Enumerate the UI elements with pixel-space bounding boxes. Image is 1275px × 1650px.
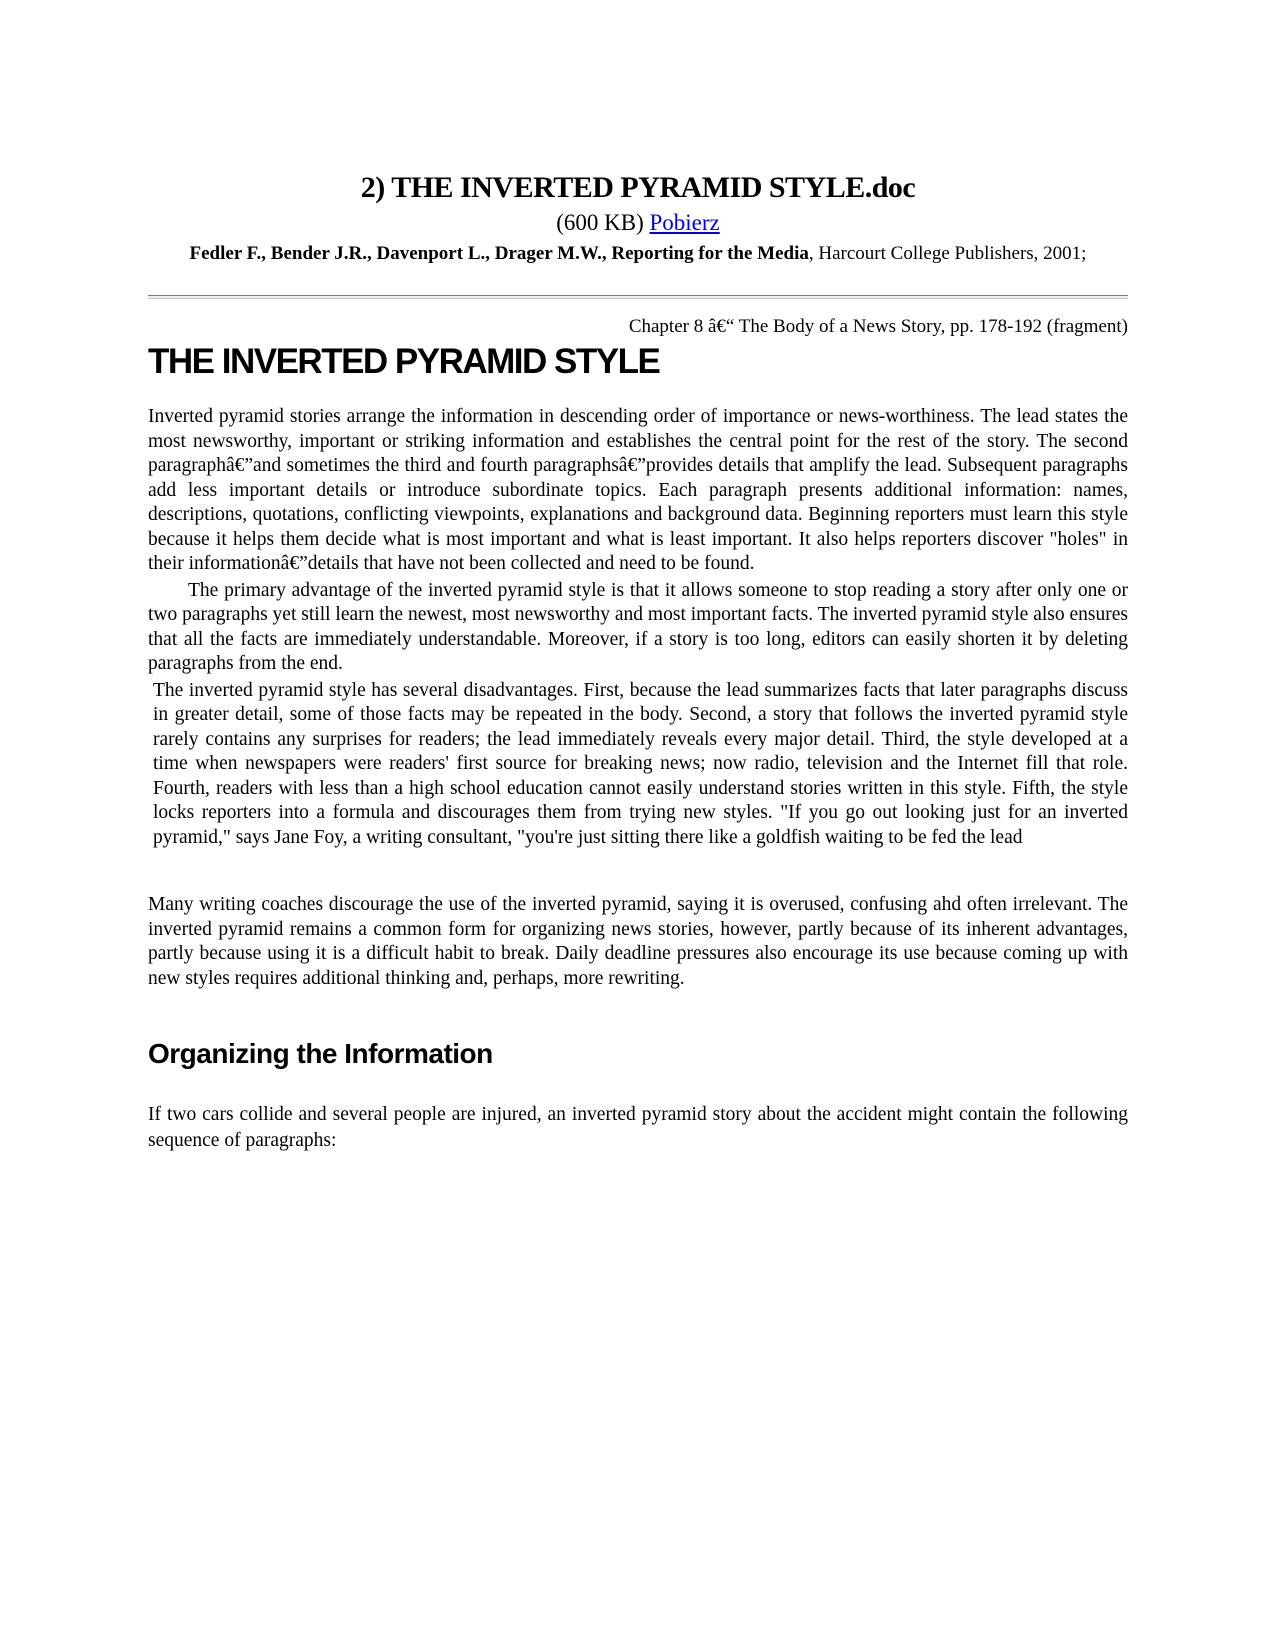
horizontal-divider <box>148 295 1128 299</box>
download-link[interactable]: Pobierz <box>649 210 720 235</box>
body-paragraph-2: The primary advantage of the inverted pyramid style is that it allows someone to stop reading a story after only one or two paragraphs yet still learn the newest, most newsworthy and most important facts. The inverted pyramid style also ensures that all the facts are immediately understandable. Moreover, if a story is too long, editors can easily shorten it by deleting paragraphs from the end. <box>148 579 1128 674</box>
section-heading: Organizing the Information <box>148 1038 493 1069</box>
page-title: THE INVERTED PYRAMID STYLE <box>148 342 660 381</box>
section-intro-paragraph: If two cars collide and several people are injured, an inverted pyramid story about the accident might contain the following sequence of paragraphs: <box>148 1104 1128 1151</box>
file-header <box>148 0 1128 266</box>
body-paragraph-4: Many writing coaches discourage the use of the inverted pyramid, saying it is overused, confusing ahd often irrelevant. The inverted pyramid remains a common form for organizing news stories, however, partly because of its inherent advantages, partly because using it is a difficult habit to break. Daily deadline pressures also encourage its use because coming up with new styles requires additional thinking and, perhaps, more rewriting. <box>148 894 1128 989</box>
body-paragraph-1: Inverted pyramid stories arrange the information in descending order of importance or news-worthiness. The lead states the most newsworthy, important or striking information and establishes the central point for the rest of the story. The second paragraphâ€”and sometimes the third and fourth paragraphsâ€”provides details that amplify the lead. Subsequent paragraphs add less important details or introduce subordinate topics. Each paragraph presents additional information: names, descriptions, quotations, conflicting viewpoints, explanations and background data. Beginning reporters must learn this style because it helps them decide what is most important and what is least important. It also helps reporters discover "holes" in their informationâ€”details that have not been collected and need to be found. <box>148 406 1128 574</box>
document-page <box>148 0 1128 1154</box>
chapter-reference: Chapter 8 â€“ The Body of a News Story, pp. 178-192 (fragment) <box>628 316 1128 337</box>
file-size-label: (600 KB) <box>556 210 650 235</box>
article-body <box>148 405 1128 991</box>
citation-authors: Fedler F., Bender J.R., Davenport L., Drager M.W., Reporting for the Media <box>189 243 809 264</box>
citation-publisher: , Harcourt College Publishers, 2001; <box>808 243 1087 264</box>
body-paragraph-3: The inverted pyramid style has several disadvantages. First, because the lead summarizes facts that later paragraphs discuss in greater detail, some of those facts may be repeated in the body. Second, a story that follows the inverted pyramid style rarely contains any surprises for readers; the lead immediately reveals every major detail. Third, the style developed at a time when newspapers were readers' first source for breaking news; now radio, television and the Internet fill that role. Fourth, readers with less than a high school education cannot easily understand stories written in this style. Fifth, the style locks reporters into a formula and discourages them from trying new styles. "If you go out looking just for an inverted pyramid," says Jane Foy, a writing consultant, "you're just sitting there like a goldfish waiting to be fed the lead <box>153 679 1128 848</box>
file-title: 2) THE INVERTED PYRAMID STYLE.doc <box>360 171 916 204</box>
citation-line <box>148 241 1128 266</box>
file-size-line <box>148 208 1128 238</box>
